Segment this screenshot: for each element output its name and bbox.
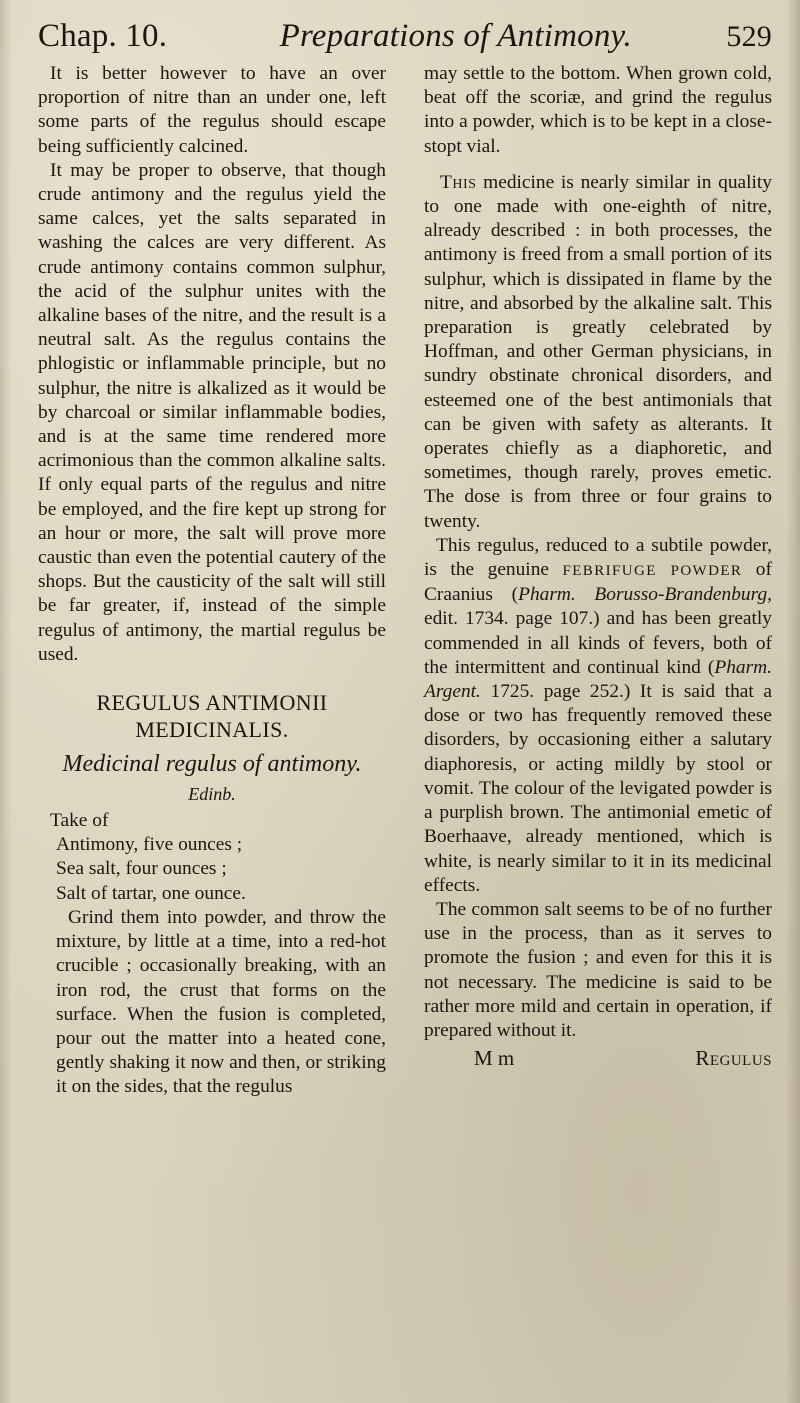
paragraph: It is better however to have an over proportion of nitre than an under one, left some parts of the regulus should escape being sufficiently calcined.	[38, 63, 386, 157]
section-subheading: Medicinal regulus of antimony.	[62, 751, 362, 778]
recipe-lead: Take of	[50, 810, 109, 832]
section-heading: REGULUS ANTIMONII MEDICINALIS.	[96, 690, 328, 743]
running-title: Preparations of Antimony.	[279, 18, 633, 54]
paragraph-text: 1725. page 252.) It is said that a dose or two has frequently removed these disorders, by occasioning either a salutary diaphoresis, or acting mildly by stool or vomit. The colour of the levigated powder is a purplish brown. The antimonial emetic of Boerhaave, already mentioned, which is white, is nearly similar to it in its medicinal effects.	[424, 681, 772, 896]
paragraph-text: medicine is nearly similar in quality to one made with one-eighth of nitre, already described : in both processes, the antimony is freed from a small portion of its sulphur, which is dissipated in flame by the nitre, and absorbed by the alkaline salt. This preparation is greatly celebrated by Hoffman, and other German physicians, in sundry obstinate chronical disorders, and esteemed one of the best antimonials that can be given with safety as alterants. It operates chiefly as a diaphoretic, and sometimes, though rarely, proves emetic. The dose is from three or four grains to twenty.	[424, 171, 772, 532]
page-footer	[424, 1045, 772, 1071]
paragraph	[424, 171, 772, 534]
reference-citation: Pharm. Argent.	[424, 656, 772, 703]
page-number: 529	[726, 20, 772, 53]
recipe-method: Grind them into powder, and throw the mixture, by little at a time, into a red-hot crucible ; occasionally breaking, with an iron rod, the crust that forms on the surface. When the fusion is completed, pour out the matter into a heated cone, gently shaking it now and then, or striking it on the sides, that the regulus	[56, 906, 386, 1098]
pharmacopoeia-source: Edinb.	[188, 784, 236, 805]
paragraph	[424, 534, 772, 898]
catchword: Regulus	[695, 1046, 772, 1071]
ingredient-list	[38, 833, 386, 906]
text-columns	[38, 62, 772, 1100]
right-column	[424, 62, 772, 1100]
febrifuge-term: FEBRIFUGE POWDER	[562, 563, 743, 580]
paragraph: The common salt seems to be of no further use in the process, than as it serves to promote the fusion ; and even for this it is not necessary. The medicine is said to be rather more mild and certain in operation, if prepared without it.	[424, 898, 772, 1041]
ingredient-item: Antimony, five ounces ;	[56, 834, 243, 856]
ingredient-item: Salt of tartar, one ounce.	[56, 882, 246, 904]
paragraph-text: edit. 1734. page 107.) and has been greatly commended in all kinds of fevers, both of the intermittent and continual kind (	[424, 608, 772, 678]
paragraph-text: of Craanius (	[424, 559, 772, 606]
page-edge-shadow	[786, 0, 800, 1403]
reference-citation: Pharm. Borusso-Brandenburg,	[518, 584, 772, 606]
paragraph-text: This regulus, reduced to a subtile powder, is the genuine	[424, 534, 772, 581]
page-gutter-shadow	[0, 0, 12, 1403]
signature-mark: M m	[474, 1046, 515, 1071]
ingredient-item: Sea salt, four ounces ;	[56, 858, 227, 880]
chapter-label: Chap. 10.	[38, 18, 168, 54]
paragraph-lead-word: This	[440, 171, 477, 193]
paragraph: may settle to the bottom. When grown cold, beat off the scoriæ, and grind the regulus into a powder, which is to be kept in a close-stopt vial.	[424, 63, 772, 157]
running-head	[38, 18, 772, 62]
left-column	[38, 62, 386, 1100]
paragraph: It may be proper to observe, that though crude antimony and the regulus yield the same calces, yet the salts separated in washing the calces are very different. As crude antimony contains common sulphur, the acid of the sulphur unites with the alkaline bases of the nitre, and the result is a neutral salt. As the regulus contains the phlogistic or inflammable principle, but no sulphur, the nitre is alkalized as it would be by charcoal or similar inflammable bodies, and is at the same time rendered more acrimonious than the common alkaline salts. If only equal parts of the regulus and nitre be employed, and the fire kept up strong for an hour or more, the salt will prove more caustic than even the potential cautery of the shops. But the causticity of the salt will still be far greater, if, instead of the simple regulus of antimony, the martial regulus be used.	[38, 159, 386, 665]
